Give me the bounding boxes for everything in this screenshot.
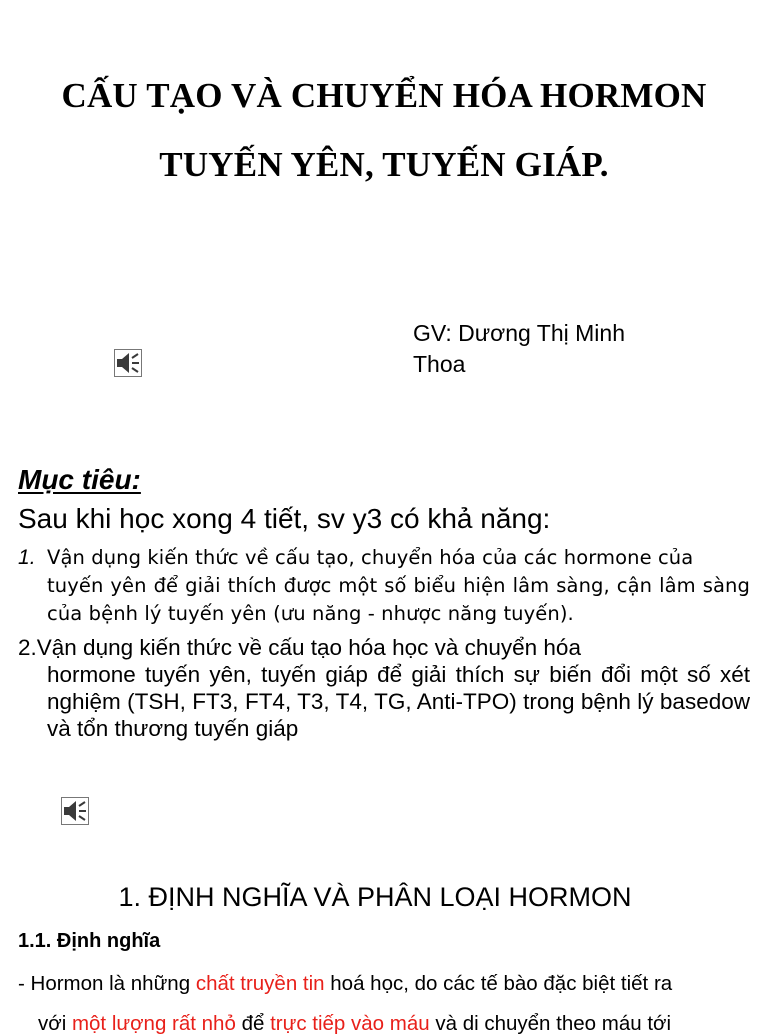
speaker-icon[interactable] <box>114 349 142 377</box>
objective-number: 1. <box>18 546 36 569</box>
text-run: hoá học, do các tế bào đặc biệt tiết ra <box>324 972 673 995</box>
definition-line-1 <box>18 972 672 996</box>
speaker-icon[interactable] <box>61 797 89 825</box>
author-line1: GV: Dương Thị Minh <box>413 320 625 346</box>
definition-line-2 <box>38 1012 671 1036</box>
objective-text-rest: tuyến yên để giải thích được một số biểu hiện lâm sàng, cận lâm sàng của bệnh lý tuyến yên (ưu năng - nhược năng tuyến). <box>47 574 750 625</box>
text-run: với <box>38 1012 72 1035</box>
author-info <box>413 318 673 380</box>
text-run: - Hormon là những <box>18 972 196 995</box>
objectives-intro: Sau khi học xong 4 tiết, sv y3 có khả năng: <box>18 503 551 534</box>
highlight-text: một lượng rất nhỏ <box>71 1012 236 1035</box>
text-run: để <box>235 1012 271 1035</box>
objective-text-rest: hormone tuyến yên, tuyến giáp để giải thích sự biến đổi một số xét nghiệm (TSH, FT3, FT4, T3, T4, TG, Anti-TPO) trong bệnh lý basedow và tổn thương tuyến giáp <box>47 662 750 741</box>
document-title-line2: TUYẾN YÊN, TUYẾN GIÁP. <box>159 145 609 184</box>
highlight-text: trực tiếp vào máu <box>270 1012 430 1035</box>
author-line2: Thoa <box>413 351 466 377</box>
subsection-heading: 1.1. Định nghĩa <box>18 930 161 952</box>
objective-text-line1: Vận dụng kiến thức về cấu tạo, chuyển hóa của các hormone của <box>47 546 694 569</box>
objective-text-line1: Vận dụng kiến thức về cấu tạo hóa học và chuyển hóa <box>36 635 581 660</box>
section-heading: 1. ĐỊNH NGHĨA VÀ PHÂN LOẠI HORMON <box>118 882 632 912</box>
objectives-heading: Mục tiêu: <box>18 464 141 495</box>
objective-item-1 <box>18 544 750 628</box>
objective-item-2 <box>18 634 750 742</box>
text-run: và di chuyển theo máu tới <box>429 1012 672 1035</box>
highlight-text: chất truyền tin <box>195 972 325 995</box>
objective-number: 2. <box>18 635 37 660</box>
document-title-line1: CẤU TẠO VÀ CHUYỂN HÓA HORMON <box>61 76 707 115</box>
